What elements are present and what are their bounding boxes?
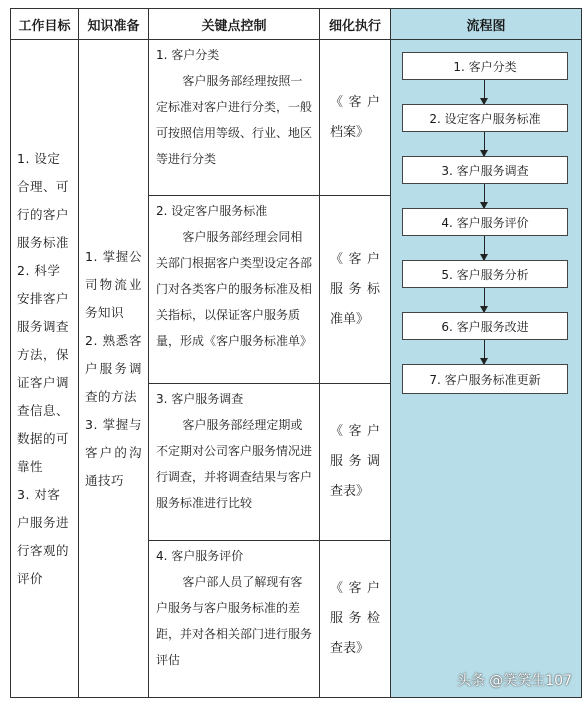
- key-point-1: [149, 40, 320, 196]
- flow-arrow: [484, 236, 485, 260]
- goal-cell: 1. 设定合理、可行的客户服务标准 2. 科学安排客户服务调查方法，保证客户调查信息、数据的可靠性 3. 对客户服务进行客观的评价: [11, 40, 79, 698]
- key-point-3: [149, 384, 320, 541]
- execution-3: 《客户服务调查表》: [320, 384, 391, 541]
- flow-step-5: 5. 客户服务分析: [402, 260, 568, 288]
- flow-step-6: 6. 客户服务改进: [402, 312, 568, 340]
- key-point-title: 4. 客户服务评价: [156, 549, 244, 563]
- header-execution: 细化执行: [320, 9, 391, 40]
- execution-4: 《客户服务检查表》: [320, 541, 391, 698]
- key-point-title: 3. 客户服务调查: [156, 392, 244, 406]
- key-point-title: 1. 客户分类: [156, 48, 220, 62]
- flow-arrow: [484, 80, 485, 104]
- header-flowchart: 流程图: [391, 9, 582, 40]
- key-point-2: [149, 196, 320, 384]
- flow-step-1: 1. 客户分类: [402, 52, 568, 80]
- flow-arrow: [484, 288, 485, 312]
- flow-arrow: [484, 132, 485, 156]
- knowledge-cell: 1. 掌握公司物流业务知识 2. 熟悉客户服务调查的方法 3. 掌握与客户的沟通技巧: [79, 40, 149, 698]
- header-goal: 工作目标: [11, 9, 79, 40]
- header-knowledge: 知识准备: [79, 9, 149, 40]
- key-point-body: 客户服务部经理按照一定标准对客户进行分类，一般可按照信用等级、行业、地区等进行分类: [156, 74, 313, 166]
- key-point-title: 2. 设定客户服务标准: [156, 204, 268, 218]
- key-point-body: 客户服务部经理定期或不定期对公司客户服务情况进行调查，并将调查结果与客户服务标准进行比较: [156, 418, 313, 510]
- flow-arrow: [484, 184, 485, 208]
- flow-step-4: 4. 客户服务评价: [402, 208, 568, 236]
- key-point-body: 客户部人员了解现有客户服务与客户服务标准的差距，并对各相关部门进行服务评估: [156, 575, 313, 667]
- key-point-4: [149, 541, 320, 698]
- flow-step-7: 7. 客户服务标准更新: [402, 364, 568, 394]
- flow-arrow: [484, 340, 485, 364]
- process-table: [10, 8, 582, 698]
- key-point-body: 客户服务部经理会同相关部门根据客户类型设定各部门对各类客户的服务标准及相关指标，以保证客户服务质量，形成《客户服务标准单》: [156, 230, 313, 348]
- execution-2: 《客户服务标准单》: [320, 196, 391, 384]
- flow-step-2: 2. 设定客户服务标准: [402, 104, 568, 132]
- watermark: 头条 @笑笑生107: [456, 673, 572, 689]
- flow-step-3: 3. 客户服务调查: [402, 156, 568, 184]
- header-key-points: 关键点控制: [149, 9, 320, 40]
- execution-1: 《客户档案》: [320, 40, 391, 196]
